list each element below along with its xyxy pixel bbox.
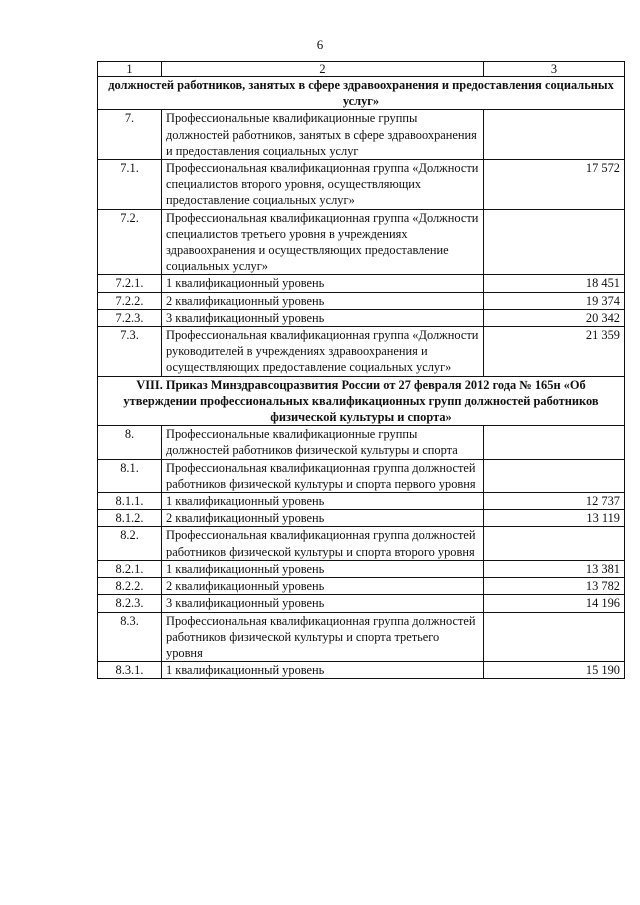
row-salary-value xyxy=(484,527,625,560)
table-row xyxy=(98,662,625,679)
row-description: 1 квалификационный уровень xyxy=(162,560,484,577)
row-number: 8.2. xyxy=(98,527,162,560)
row-number: 8.2.2. xyxy=(98,578,162,595)
table-row xyxy=(98,595,625,612)
row-number: 8.2.1. xyxy=(98,560,162,577)
table-row xyxy=(98,612,625,662)
row-salary-value: 19 374 xyxy=(484,292,625,309)
row-description: 1 квалификационный уровень xyxy=(162,493,484,510)
row-description: Профессиональная квалификационная группа «Должности специалистов второго уровня, осуществляющих предоставление социальных услуг» xyxy=(162,160,484,210)
row-salary-value: 14 196 xyxy=(484,595,625,612)
row-description: Профессиональные квалификационные группы должностей работников, занятых в сфере здравоохранения и предоставления социальных услуг xyxy=(162,110,484,160)
table-row xyxy=(98,493,625,510)
header-row xyxy=(98,62,625,77)
row-number: 7.3. xyxy=(98,327,162,377)
row-number: 8.2.3. xyxy=(98,595,162,612)
row-description: 1 квалификационный уровень xyxy=(162,662,484,679)
table-row xyxy=(98,110,625,160)
section-viii-title: VIII. Приказ Минздравсоцразвития России от 27 февраля 2012 года № 165н «Об утверждении профессиональных квалификационных групп должностей работников физической культуры и спорта» xyxy=(98,376,625,426)
row-description: Профессиональная квалификационная группа должностей работников физической культуры и спорта первого уровня xyxy=(162,459,484,492)
row-salary-value xyxy=(484,209,625,275)
section-vii-title: должностей работников, занятых в сфере здравоохранения и предоставления социальных услуг» xyxy=(98,77,625,110)
row-description: Профессиональная квалификационная группа должностей работников физической культуры и спорта второго уровня xyxy=(162,527,484,560)
row-number: 8. xyxy=(98,426,162,459)
row-number: 7.2.1. xyxy=(98,275,162,292)
row-description: Профессиональная квалификационная группа «Должности специалистов третьего уровня в учреждениях здравоохранения и осуществляющих предоставление социальных услуг» xyxy=(162,209,484,275)
table-row xyxy=(98,275,625,292)
row-salary-value: 12 737 xyxy=(484,493,625,510)
row-number: 7.2.3. xyxy=(98,309,162,326)
row-salary-value xyxy=(484,459,625,492)
table-row xyxy=(98,160,625,210)
table-row xyxy=(98,560,625,577)
row-description: Профессиональная квалификационная группа должностей работников физической культуры и спорта третьего уровня xyxy=(162,612,484,662)
row-salary-value: 20 342 xyxy=(484,309,625,326)
row-salary-value xyxy=(484,426,625,459)
row-salary-value: 17 572 xyxy=(484,160,625,210)
section-row-viii xyxy=(98,376,625,426)
row-number: 8.3.1. xyxy=(98,662,162,679)
row-number: 7.1. xyxy=(98,160,162,210)
header-col-2: 2 xyxy=(162,62,484,77)
row-salary-value: 15 190 xyxy=(484,662,625,679)
row-number: 8.1. xyxy=(98,459,162,492)
row-description: 2 квалификационный уровень xyxy=(162,510,484,527)
page-number: 6 xyxy=(316,37,324,52)
row-description: 3 квалификационный уровень xyxy=(162,309,484,326)
row-number: 8.3. xyxy=(98,612,162,662)
row-description: Профессиональные квалификационные группы должностей работников физической культуры и спорта xyxy=(162,426,484,459)
row-description: 2 квалификационный уровень xyxy=(162,578,484,595)
row-number: 8.1.1. xyxy=(98,493,162,510)
table-row xyxy=(98,459,625,492)
header-col-1: 1 xyxy=(98,62,162,77)
table-row xyxy=(98,292,625,309)
row-salary-value: 21 359 xyxy=(484,327,625,377)
row-description: 1 квалификационный уровень xyxy=(162,275,484,292)
table-row xyxy=(98,426,625,459)
row-description: Профессиональная квалификационная группа «Должности руководителей в учреждениях здравоохранения и осуществляющих предоставление социальных услуг» xyxy=(162,327,484,377)
row-salary-value xyxy=(484,612,625,662)
row-salary-value: 18 451 xyxy=(484,275,625,292)
row-number: 7.2. xyxy=(98,209,162,275)
table-row xyxy=(98,510,625,527)
row-number: 8.1.2. xyxy=(98,510,162,527)
row-salary-value xyxy=(484,110,625,160)
row-description: 3 квалификационный уровень xyxy=(162,595,484,612)
salary-table-body xyxy=(98,62,625,679)
table-row xyxy=(98,578,625,595)
row-description: 2 квалификационный уровень xyxy=(162,292,484,309)
section-row-vii xyxy=(98,77,625,110)
row-salary-value: 13 119 xyxy=(484,510,625,527)
row-number: 7. xyxy=(98,110,162,160)
table-row xyxy=(98,309,625,326)
row-salary-value: 13 381 xyxy=(484,560,625,577)
salary-table xyxy=(97,61,625,679)
row-number: 7.2.2. xyxy=(98,292,162,309)
table-row xyxy=(98,527,625,560)
table-row xyxy=(98,209,625,275)
row-salary-value: 13 782 xyxy=(484,578,625,595)
header-col-3: 3 xyxy=(484,62,625,77)
table-row xyxy=(98,327,625,377)
